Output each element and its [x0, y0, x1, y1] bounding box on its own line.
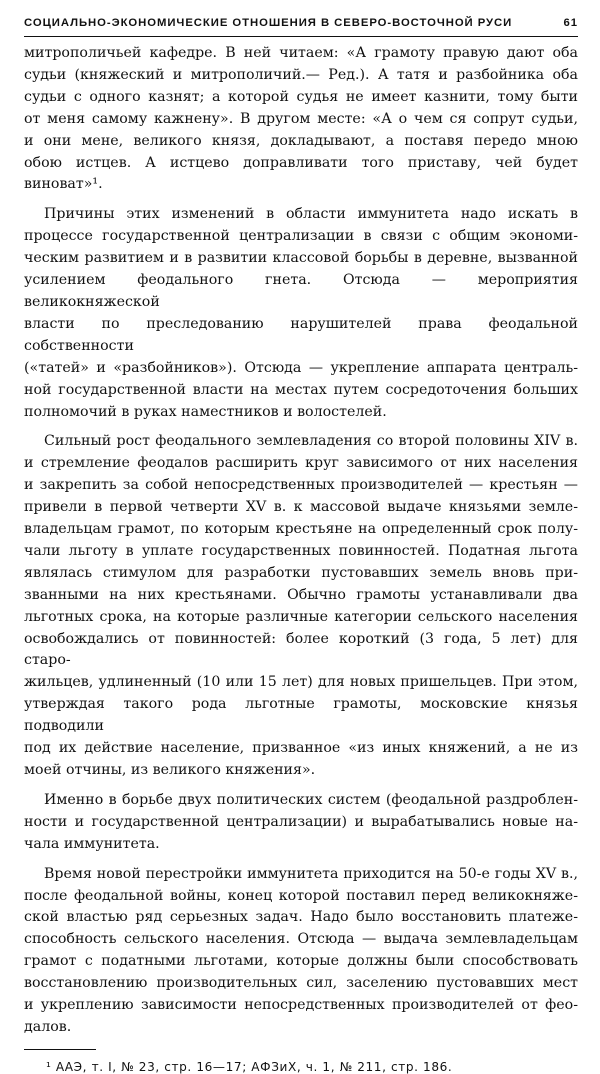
paragraph	[24, 431, 578, 782]
text-line: обою истцев. А истцево доправливати того приставу, чей будет	[24, 154, 578, 171]
text-line: жильцев, удлиненный (10 или 15 лет) для новых пришельцев. При этом,	[24, 674, 578, 691]
page-number: 61	[563, 17, 578, 29]
text-line: чала иммунитета.	[24, 835, 160, 852]
text-line: утверждая такого рода льготные грамоты, московские князья подводили	[24, 696, 578, 735]
paragraph	[24, 790, 578, 856]
paragraph-gap	[24, 196, 578, 204]
text-line: способность сельского населения. Отсюда — выдача землевладельцам	[24, 931, 578, 948]
text-line: восстановлению производительных сил, заселению пустовавших мест	[24, 975, 578, 992]
text-line: ской властью ряд серьезных задач. Надо было восстановить платеже-	[24, 909, 578, 926]
footnote: ¹ ААЭ, т. I, № 23, стр. 16—17; АФЗиХ, ч. 1, № 211, стр. 186.	[46, 1059, 453, 1074]
text-line: под их действие население, призванное «из иных княжений, а не из	[24, 740, 578, 757]
text-line: Сильный рост феодального землевладения со второй половины XIV в.	[44, 433, 578, 450]
text-line: полномочий в руках наместников и волостелей.	[24, 403, 387, 420]
footnote-rule	[24, 1049, 96, 1050]
text-line: привели в первой четверти XV в. к массовой выдаче князьями земле-	[24, 499, 578, 516]
text-line: являлась стимулом для разработки пустовавших земель вновь при-	[24, 564, 578, 581]
text-line: званными на них крестьянами. Обычно грамоты устанавливали два	[24, 586, 578, 603]
text-line: («татей» и «разбойников»). Отсюда — укрепление аппарата централь-	[24, 359, 578, 376]
text-line: Причины этих изменений в области иммунитета надо искать в	[44, 206, 578, 223]
text-line: освобождались от повинностей: более короткий (3 года, 5 лет) для старо-	[24, 630, 578, 669]
paragraph	[24, 43, 578, 196]
book-page	[24, 10, 578, 1074]
text-line: и они мене, великого князя, докладывают, а поставя передо мною	[24, 132, 578, 149]
text-line: и укреплению зависимости непосредственных производителей от фео-	[24, 997, 578, 1014]
header-rule	[24, 36, 578, 37]
text-line: митрополичьей кафедре. В ней читаем: «А грамоту правую дают оба	[24, 45, 578, 61]
text-line: усилением феодального гнета. Отсюда — мероприятия великокняжеской	[24, 272, 578, 310]
text-line: ности и государственной централизации) и вырабатывались новые на-	[24, 813, 578, 830]
text-line: виноват»¹.	[24, 176, 103, 193]
text-line: далов.	[24, 1018, 72, 1035]
paragraph-gap	[24, 856, 578, 864]
text-line: и закрепить за собой непосредственных производителей — крестьян —	[24, 477, 578, 494]
text-line: Именно в борьбе двух политических систем (феодальной раздроблен-	[44, 791, 578, 808]
paragraph-gap	[24, 423, 578, 431]
text-line: и стремление феодалов расширить круг зависимого от них населения	[24, 455, 578, 472]
text-line: от меня самому кажнену». В другом месте: «А о чем ся сопрут судьи,	[24, 110, 578, 127]
text-line: власти по преследованию нарушителей права феодальной собственности	[24, 315, 578, 354]
text-line: льготных срока, на которые различные категории сельского населения	[24, 608, 578, 625]
text-line: судьи с одного казнят; а которой судья не имеет казнити, тому быти	[24, 88, 578, 105]
text-line: моей отчины, из великого княжения».	[24, 762, 316, 778]
body-text	[24, 43, 578, 1039]
text-line: чали льготу в уплате государственных повинностей. Податная льгота	[24, 542, 578, 559]
text-line: после феодальной войны, конец которой поставил перед великокняже-	[24, 887, 578, 904]
text-line: процессе государственной централизации в связи с общим экономи-	[24, 228, 578, 245]
paragraph	[24, 204, 578, 423]
text-line: ческим развитием и в развитии классовой борьбы в деревне, вызванной	[24, 250, 578, 267]
paragraph-gap	[24, 782, 578, 790]
paragraph	[24, 864, 578, 1039]
text-line: Время новой перестройки иммунитета приходится на 50-е годы XV в.,	[44, 865, 578, 882]
running-title: СОЦИАЛЬНО-ЭКОНОМИЧЕСКИЕ ОТНОШЕНИЯ В СЕВЕРО-ВОСТОЧНОЙ РУСИ	[24, 17, 513, 29]
running-header	[24, 10, 578, 36]
text-line: грамот с податными льготами, которые должны были способствовать	[24, 953, 578, 970]
text-line: владельцам грамот, по которым крестьяне на определенный срок полу-	[24, 521, 578, 538]
text-line: ной государственной власти на местах путем сосредоточения больших	[24, 381, 578, 398]
text-line: судьи (княжеский и митрополичий.— Ред.). А татя и разбойника оба	[24, 66, 578, 83]
